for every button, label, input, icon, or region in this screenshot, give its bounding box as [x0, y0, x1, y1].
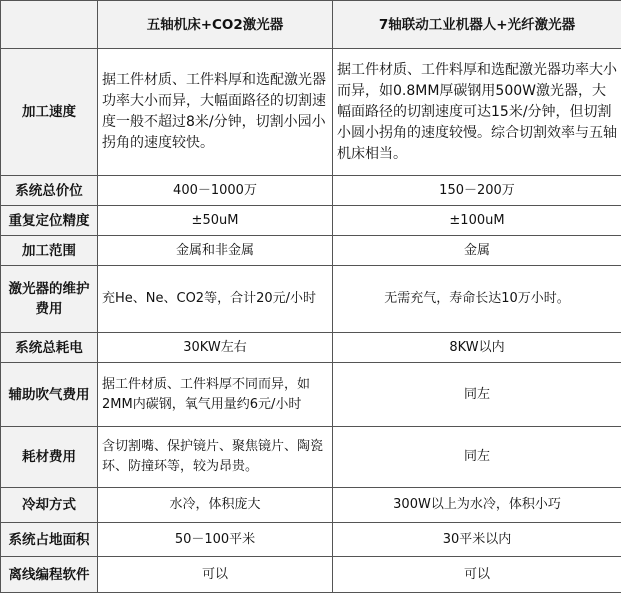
- header-five-axis: 五轴机床+CO2激光器: [98, 1, 333, 49]
- row-label: 重复定位精度: [1, 206, 98, 236]
- cell-robot-fiber: 同左: [333, 427, 621, 488]
- table-row: [1, 206, 621, 236]
- cell-robot-fiber: 可以: [333, 557, 621, 593]
- table-row: [1, 236, 621, 266]
- header-row: [1, 1, 621, 49]
- header-robot-fiber: 7轴联动工业机器人+光纤激光器: [333, 1, 621, 49]
- cell-robot-fiber: 300W以上为水冷，体积小巧: [333, 488, 621, 523]
- row-label: 加工范围: [1, 236, 98, 266]
- cell-five-axis: 据工件材质、工件料厚不同而异，如2MM内碳钢，氧气用量约6元/小时: [98, 363, 333, 427]
- cell-five-axis: 充He、Ne、CO2等，合计20元/小时: [98, 266, 333, 333]
- row-label: 激光器的维护费用: [1, 266, 98, 333]
- cell-robot-fiber: 据工件材质、工件料厚和选配激光器功率大小而异，如0.8MM厚碳钢用500W激光器，大幅面路径的切割速度可达15米/分钟，但切割小圆小拐角的速度较慢。综合切割效率与五轴机床相当。: [333, 49, 621, 176]
- cell-five-axis: 金属和非金属: [98, 236, 333, 266]
- row-label: 辅助吹气费用: [1, 363, 98, 427]
- cell-robot-fiber: 8KW以内: [333, 333, 621, 363]
- table-row: [1, 266, 621, 333]
- cell-five-axis: 含切割嘴、保护镜片、聚焦镜片、陶瓷环、防撞环等，较为昂贵。: [98, 427, 333, 488]
- header-corner-cell: [1, 1, 98, 49]
- table-row: [1, 523, 621, 557]
- table-row: [1, 176, 621, 206]
- row-label: 加工速度: [1, 49, 98, 176]
- cell-robot-fiber: ±100uM: [333, 206, 621, 236]
- cell-five-axis: 400－1000万: [98, 176, 333, 206]
- cell-robot-fiber: 无需充气，寿命长达10万小时。: [333, 266, 621, 333]
- row-label: 系统总耗电: [1, 333, 98, 363]
- row-label: 离线编程软件: [1, 557, 98, 593]
- cell-five-axis: 可以: [98, 557, 333, 593]
- row-label: 冷却方式: [1, 488, 98, 523]
- row-label: 系统总价位: [1, 176, 98, 206]
- table-row: [1, 49, 621, 176]
- row-label: 耗材费用: [1, 427, 98, 488]
- table-row: [1, 427, 621, 488]
- cell-five-axis: 据工件材质、工件料厚和选配激光器功率大小而异，大幅面路径的切割速度一般不超过8米/分钟，切割小园小拐角的速度较快。: [98, 49, 333, 176]
- cell-five-axis: 30KW左右: [98, 333, 333, 363]
- table-row: [1, 488, 621, 523]
- cell-robot-fiber: 金属: [333, 236, 621, 266]
- cell-five-axis: ±50uM: [98, 206, 333, 236]
- cell-robot-fiber: 150－200万: [333, 176, 621, 206]
- table-row: [1, 557, 621, 593]
- cell-five-axis: 50－100平米: [98, 523, 333, 557]
- table-row: [1, 363, 621, 427]
- cell-robot-fiber: 同左: [333, 363, 621, 427]
- cell-robot-fiber: 30平米以内: [333, 523, 621, 557]
- row-label: 系统占地面积: [1, 523, 98, 557]
- table-row: [1, 333, 621, 363]
- cell-five-axis: 水冷，体积庞大: [98, 488, 333, 523]
